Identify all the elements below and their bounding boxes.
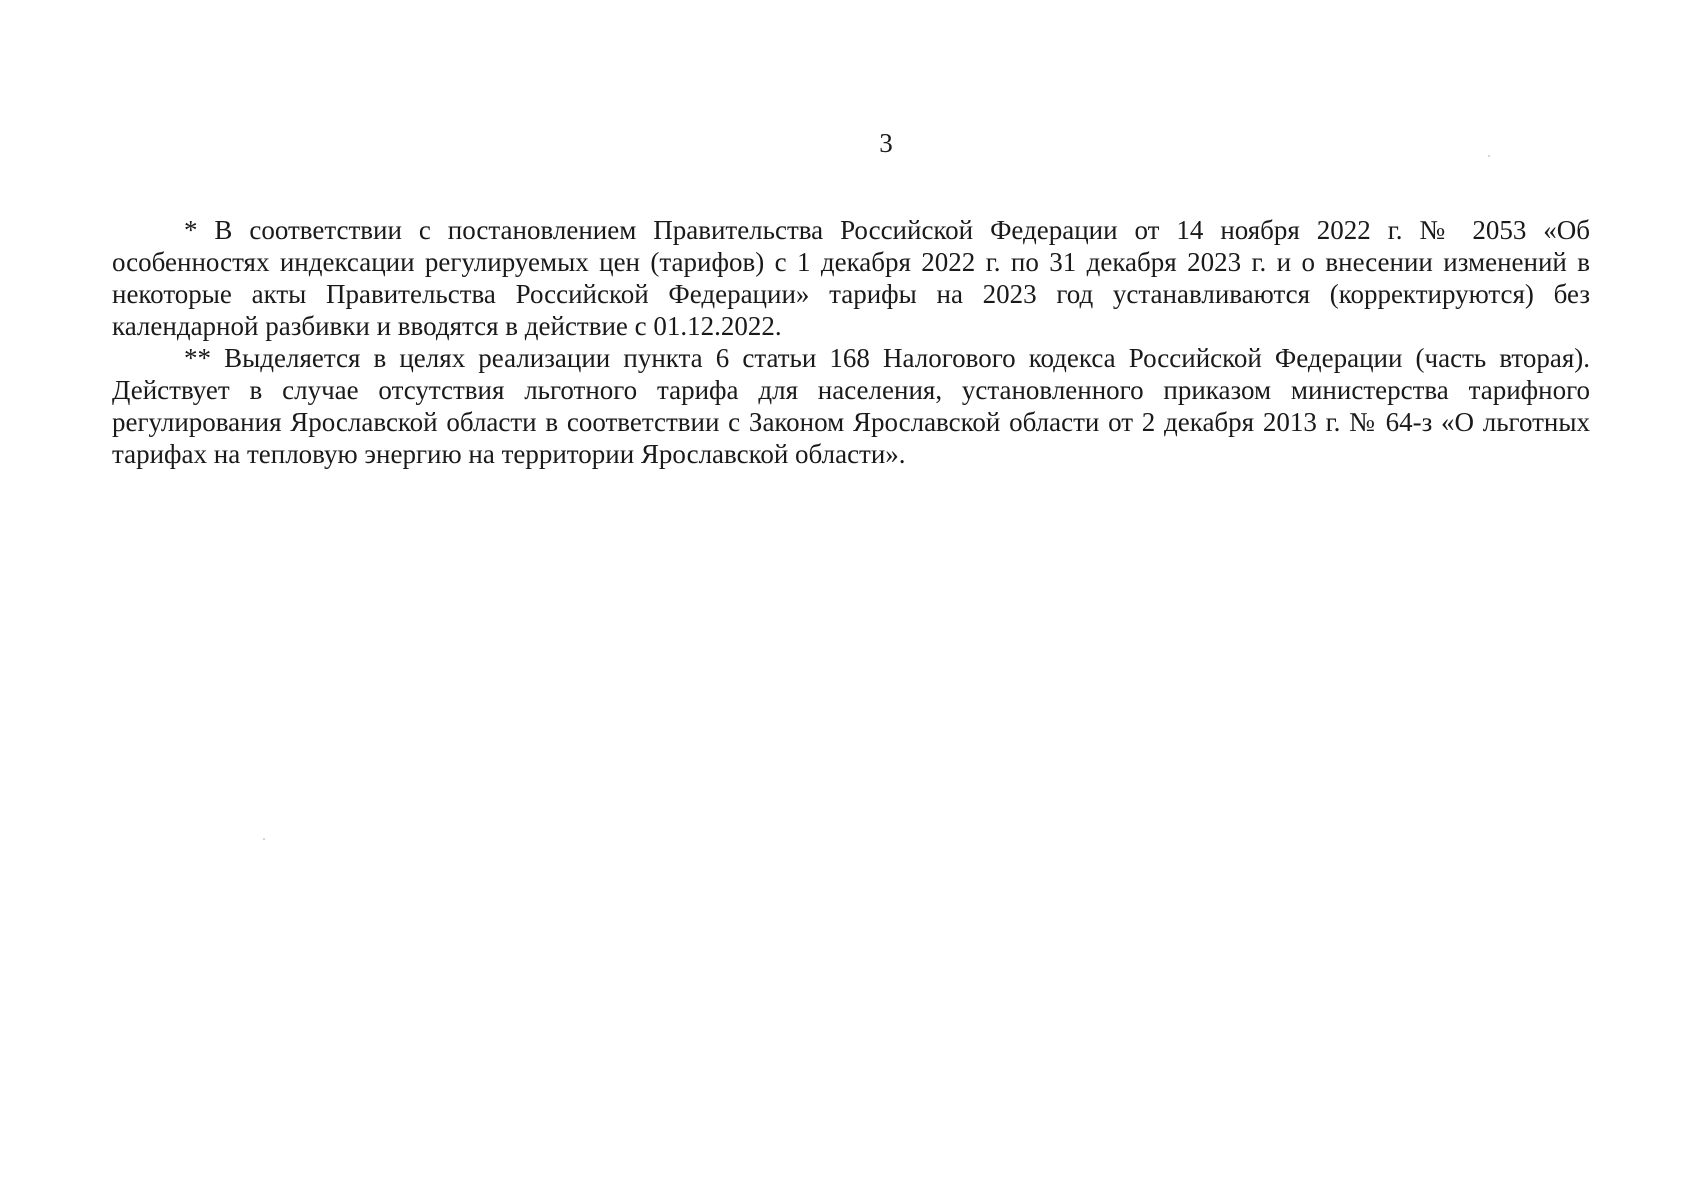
page-number: 3 xyxy=(879,128,893,158)
scan-speck xyxy=(263,838,265,840)
footnotes-section xyxy=(112,214,1590,470)
scan-speck xyxy=(1488,155,1490,157)
footnote-double-asterisk: ** Выделяется в целях реализации пункта 6 статьи 168 Налогового кодекса Российской Федерации (часть вторая). Действует в случае отсутствия льготного тарифа для населения, установленного приказом министерства тарифного регулирования Ярославской области в соответствии с Законом Ярославской области от 2 декабря 2013 г. № 64-з «О льготных тарифах на тепловую энергию на территории Ярославской области». xyxy=(112,343,1590,469)
footnote-single-asterisk: * В соответствии с постановлением Правительства Российской Федерации от 14 ноября 2022 г. № 2053 «Об особенностях индексации регулируемых цен (тарифов) с 1 декабря 2022 г. по 31 декабря 2023 г. и о внесении изменений в некоторые акты Правительства Российской Федерации» тарифы на 2023 год устанавливаются (корректируются) без календарной разбивки и вводятся в действие с 01.12.2022. xyxy=(112,215,1590,341)
